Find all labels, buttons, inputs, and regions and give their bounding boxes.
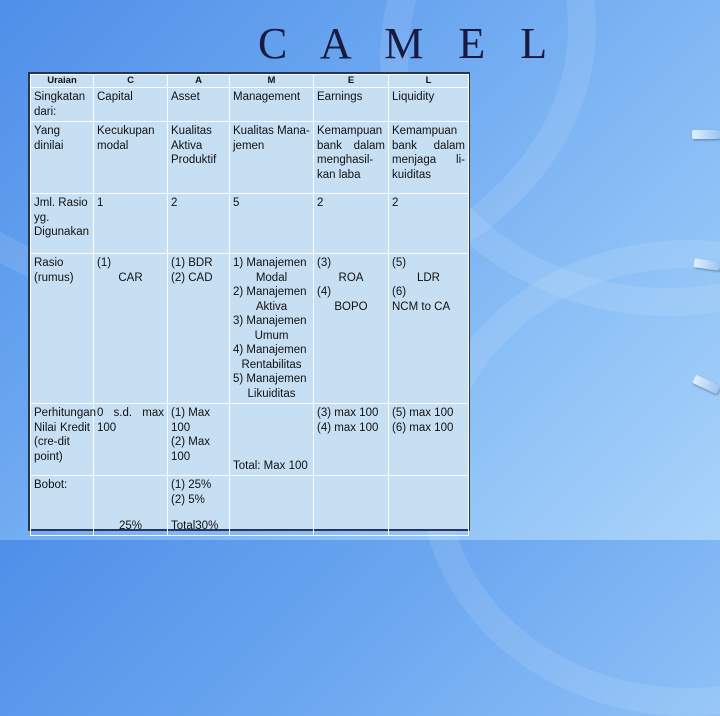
- cell-line: ROA: [338, 271, 364, 284]
- table-cell: [168, 254, 230, 404]
- table-cell: 5: [230, 194, 314, 254]
- cell-line: Umum: [254, 329, 289, 342]
- cell-line: Rentabilitas: [241, 358, 302, 371]
- table-cell: [389, 254, 469, 404]
- header-a: A: [168, 75, 230, 88]
- table-cell: Liquidity: [389, 88, 469, 122]
- row-label: Bobot:: [31, 476, 94, 536]
- table-cell: 2: [168, 194, 230, 254]
- cell-line: (1) 25%: [171, 479, 212, 491]
- cell-line: (3): [317, 257, 332, 269]
- header-m: M: [230, 75, 314, 88]
- table-row: [31, 88, 469, 122]
- cell-line: BOPO: [334, 300, 368, 313]
- cell-line: Modal: [255, 271, 288, 284]
- row-label: Rasio (rumus): [31, 254, 94, 404]
- table-cell: [168, 476, 230, 536]
- cell-line: Total30%: [171, 519, 219, 532]
- table-cell: 2: [314, 194, 389, 254]
- table-cell: Kualitas Aktiva Produktif: [168, 122, 230, 194]
- cell-line: 1) Manajemen: [233, 257, 307, 269]
- table-cell: 2: [389, 194, 469, 254]
- header-uraian: Uraian: [31, 75, 94, 88]
- cell-line: (5) max 100: [392, 407, 454, 419]
- table-cell: [314, 254, 389, 404]
- row-label: Yang dinilai: [31, 122, 94, 194]
- header-e: E: [314, 75, 389, 88]
- cell-line: (2) Max: [171, 436, 210, 448]
- table-cell: [230, 254, 314, 404]
- cell-line: 100: [171, 421, 191, 434]
- cell-line: (4) max 100: [317, 421, 379, 434]
- header-c: C: [94, 75, 168, 88]
- cell-line: Likuiditas: [247, 387, 296, 400]
- table-cell: Kualitas Mana-jemen: [230, 122, 314, 194]
- cell-line: (6): [392, 286, 407, 298]
- slide-title: C A M E L: [258, 19, 560, 68]
- table-cell: 1: [94, 194, 168, 254]
- table-cell: Earnings: [314, 88, 389, 122]
- cell-line: CAR: [118, 271, 143, 284]
- cell-line: 100: [171, 450, 191, 463]
- cell-line: (6) max 100: [392, 421, 454, 434]
- table-cell: Management: [230, 88, 314, 122]
- camel-table: [28, 72, 470, 531]
- cell-line: 3) Manajemen: [233, 315, 307, 327]
- cell-line: (2) 5%: [171, 493, 205, 506]
- row-label: Perhitungan Nilai Kredit (cre-dit point): [31, 404, 94, 476]
- table-row: [31, 404, 469, 476]
- table-cell: Kemampuan bank dalam menjaga li-kuiditas: [389, 122, 469, 194]
- table-cell: Capital: [94, 88, 168, 122]
- cell-line: LDR: [416, 271, 440, 284]
- table-cell: [389, 404, 469, 476]
- table-row: [31, 194, 469, 254]
- cell-line: Aktiva: [255, 300, 288, 313]
- cell-line: (5): [392, 257, 407, 269]
- cell-line: 4) Manajemen: [233, 344, 307, 356]
- cell-line: (4): [317, 286, 332, 298]
- table-cell: [314, 476, 389, 536]
- cell-line: (3) max 100: [317, 407, 379, 419]
- table-cell: Kecukupan modal: [94, 122, 168, 194]
- table-cell: Kemampuan bank dalam menghasil-kan laba: [314, 122, 389, 194]
- table-row: [31, 254, 469, 404]
- table-cell: [94, 254, 168, 404]
- cell-line: 5) Manajemen: [233, 373, 307, 385]
- table-cell: [230, 476, 314, 536]
- row-label: Jml. Rasio yg. Digunakan: [31, 194, 94, 254]
- table-header-row: [31, 75, 469, 88]
- table-cell: [314, 404, 389, 476]
- row-label: Singkatan dari:: [31, 88, 94, 122]
- cell-line: (1) Max: [171, 407, 210, 419]
- decorative-bar: [692, 130, 720, 139]
- table-cell: [389, 476, 469, 536]
- cell-line: (2) CAD: [171, 271, 213, 284]
- table-cell: Total: Max 100: [230, 404, 314, 476]
- cell-line: 2) Manajemen: [233, 286, 307, 298]
- table-cell: Asset: [168, 88, 230, 122]
- header-l: L: [389, 75, 469, 88]
- table-row: [31, 476, 469, 536]
- table-cell: [168, 404, 230, 476]
- table-cell: 25%: [94, 476, 168, 536]
- cell-line: NCM to CA: [392, 300, 451, 313]
- cell-line: (1) BDR: [171, 257, 213, 269]
- cell-line: (1): [97, 257, 112, 269]
- table-cell: 0 s.d. max 100: [94, 404, 168, 476]
- table-row: [31, 122, 469, 194]
